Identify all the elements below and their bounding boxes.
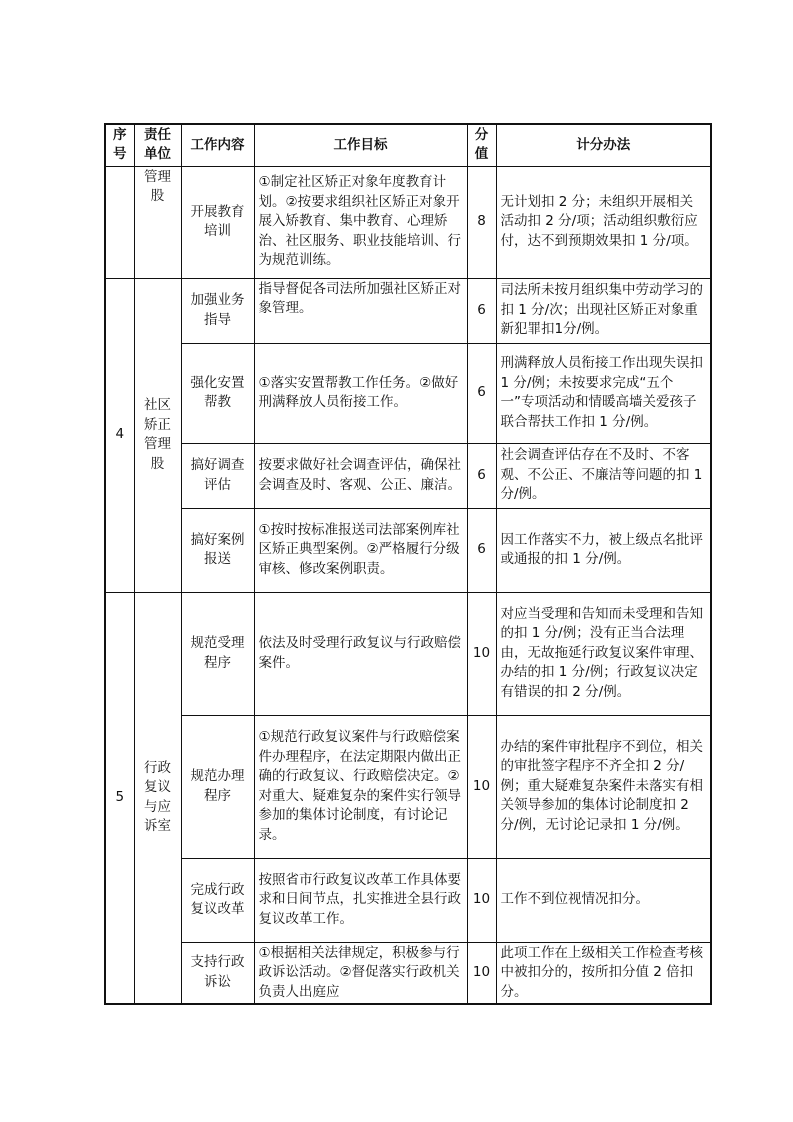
goal-cell: 按照省市行政复议改革工作具体要求和日间节点，扎实推进全县行政复议改革工作。 [254,858,467,942]
goal-cell: ①落实安置帮教工作任务。②做好刑满释放人员衔接工作。 [254,343,467,443]
seq-cell: 5 [105,592,134,1004]
unit-cell: 社区矫正管理股 [134,278,181,592]
method-cell: 工作不到位视情况扣分。 [496,858,711,942]
score-cell: 8 [467,166,496,278]
header-row [105,124,711,166]
method-cell: 对应当受理和告知而未受理和告知的扣 1 分/例；没有正当合法理由，无故拖延行政复议案件审理、办结的扣 1 分/例；行政复议决定有错误的扣 2 分/例。 [496,592,711,715]
table-row [105,942,711,1004]
score-cell: 10 [467,942,496,1004]
content-cell: 加强业务指导 [181,278,254,343]
method-cell: 办结的案件审批程序不到位，相关的审批签字程序不齐全扣 2 分/例；重大疑难复杂案件未落实有相关领导参加的集体讨论制度扣 2 分/例，无讨论记录扣 1 分/例。 [496,715,711,858]
table-row [105,166,711,278]
goal-cell: ①规范行政复议案件与行政赔偿案件办理程序，在法定期限内做出正确的行政复议、行政赔偿决定。②对重大、疑难复杂的案件实行领导参加的集体讨论制度，有讨论记录。 [254,715,467,858]
goal-cell: 按要求做好社会调查评估，确保社会调查及时、客观、公正、廉洁。 [254,443,467,508]
table-row [105,858,711,942]
method-cell: 社会调查评估存在不及时、不客观、不公正、不廉洁等问题的扣 1 分/例。 [496,443,711,508]
header-score: 分值 [467,124,496,166]
seq-cell [105,166,134,278]
table-row [105,343,711,443]
content-cell: 规范受理程序 [181,592,254,715]
content-cell: 规范办理程序 [181,715,254,858]
content-cell: 完成行政复议改革 [181,858,254,942]
header-unit: 责任单位 [134,124,181,166]
content-cell: 强化安置帮教 [181,343,254,443]
method-cell: 因工作落实不力，被上级点名批评或通报的扣 1 分/例。 [496,508,711,592]
content-cell: 搞好调查评估 [181,443,254,508]
seq-cell: 4 [105,278,134,592]
table-row [105,443,711,508]
method-cell: 此项工作在上级相关工作检查考核中被扣分的，按所扣分值 2 倍扣分。 [496,942,711,1004]
score-cell: 10 [467,858,496,942]
goal-cell: 指导督促各司法所加强社区矫正对象管理。 [254,278,467,343]
method-cell: 无计划扣 2 分；未组织开展相关活动扣 2 分/项；活动组织敷衍应付，达不到预期效果扣 1 分/项。 [496,166,711,278]
score-cell: 6 [467,343,496,443]
header-method: 计分办法 [496,124,711,166]
content-cell: 搞好案例报送 [181,508,254,592]
score-cell: 6 [467,278,496,343]
goal-cell: 依法及时受理行政复议与行政赔偿案件。 [254,592,467,715]
evaluation-table [104,123,712,1005]
score-cell: 6 [467,443,496,508]
table-row [105,715,711,858]
score-cell: 10 [467,715,496,858]
header-content: 工作内容 [181,124,254,166]
unit-cell: 行政复议与应诉室 [134,592,181,1004]
content-cell: 开展教育培训 [181,166,254,278]
method-cell: 司法所未按月组织集中劳动学习的扣 1 分/次；出现社区矫正对象重新犯罪扣1分/例。 [496,278,711,343]
header-seq: 序号 [105,124,134,166]
header-goal: 工作目标 [254,124,467,166]
goal-cell: ①根据相关法律规定，积极参与行政诉讼活动。②督促落实行政机关负责人出庭应 [254,942,467,1004]
goal-cell: ①制定社区矫正对象年度教育计划。②按要求组织社区矫正对象开展入矫教育、集中教育、心理矫治、社区服务、职业技能培训、行为规范训练。 [254,166,467,278]
table-row [105,508,711,592]
unit-cell: 管理股 [134,166,181,278]
goal-cell: ①按时按标准报送司法部案例库社区矫正典型案例。②严格履行分级审核、修改案例职责。 [254,508,467,592]
method-cell: 刑满释放人员衔接工作出现失误扣 1 分/例；未按要求完成“五个一”专项活动和情暖高墙关爱孩子联合帮扶工作扣 1 分/例。 [496,343,711,443]
table-row [105,278,711,343]
content-cell: 支持行政诉讼 [181,942,254,1004]
score-cell: 6 [467,508,496,592]
score-cell: 10 [467,592,496,715]
table-row [105,592,711,715]
